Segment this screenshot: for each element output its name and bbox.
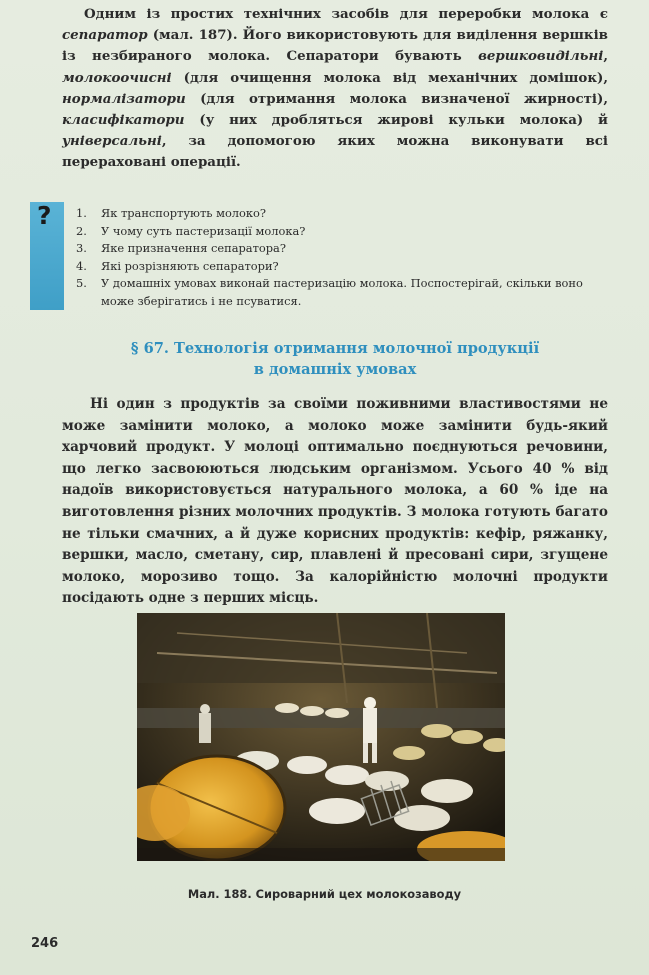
italic-term: класифікатори	[62, 112, 185, 129]
italic-term: сепаратор	[62, 27, 148, 44]
intro-text-segment: , за допомогою яких можна виконувати всі перераховані операції.	[62, 133, 608, 171]
question-mark-glyph: ?	[37, 201, 52, 230]
question-number: 4.	[76, 258, 87, 273]
intro-text-segment: Одним із простих технічних засобів для переробки молока є	[84, 6, 608, 22]
italic-term: універсальні	[62, 133, 162, 150]
italic-term: молокоочисні	[62, 69, 172, 86]
intro-text-segment: ,	[603, 48, 608, 65]
question-number: 3.	[76, 241, 87, 255]
page-number: 246	[31, 936, 59, 951]
question-item	[76, 223, 611, 241]
intro-paragraph	[62, 4, 608, 174]
section-title	[62, 338, 608, 380]
question-text: У домашніх умовах виконай пастеризацію молока. Поспостерігай, скільки воно може зберігатись і не псуватися.	[101, 276, 583, 308]
intro-text-segment: (для очищення молока від механічних домішок),	[171, 69, 608, 86]
question-number: 1.	[76, 206, 87, 220]
question-mark-icon	[30, 202, 64, 310]
cheese-factory-illustration	[137, 613, 505, 861]
body-paragraph: Ні один з продуктів за своїми поживними властивостями не може замінити молоко, а молоко може замінити будь-який харчовий продукт. У молоці оптимально поєднуються речовини, що легко засвоюються людським організмом. Усього 40 % від надоїв використовується натурального молока, а 60 % іде на виготовлення різних молочних продуктів. З молока готують багато не тільки смачних, а й дуже корисних продуктів: кефір, ряжанку, вершки, масло, сметану, сир, плавлені й пресовані сири, згущене молоко, морозиво тощо. За калорійністю молочні продукти посідають одне з перших місць.	[62, 396, 608, 607]
question-item	[76, 275, 611, 310]
question-number: 5.	[76, 276, 87, 290]
figure-caption: Мал. 188. Сироварний цех молокозаводу	[187, 887, 462, 901]
intro-text-segment: (у них дробляться жирові кульки молока) й	[184, 112, 608, 129]
section-title-line-2: в домашніх умовах	[253, 361, 417, 378]
intro-text-segment: (для отримання молока визначеної жирності),	[185, 90, 608, 107]
question-item	[76, 240, 611, 258]
italic-term: вершковидільні	[478, 48, 604, 65]
review-questions-list	[76, 205, 611, 310]
intro-text-segment: (мал. 187). Його використовують для виділення вершків із незбираного молока. Сепаратори бувають	[62, 27, 608, 65]
question-text: Яке призначення сепаратора?	[101, 241, 286, 255]
question-text: Як транспортують молоко?	[101, 206, 266, 220]
question-item	[76, 205, 611, 223]
question-item	[76, 258, 611, 276]
italic-term: нормалізатори	[62, 90, 186, 107]
question-number: 2.	[76, 223, 87, 238]
cheese-factory-photo	[137, 613, 505, 861]
question-text: У чому суть пастеризації молока?	[101, 223, 306, 238]
question-text: Які розрізняють сепаратори?	[101, 258, 279, 273]
section-title-line-1: § 67. Технологія отримання молочної продукції	[130, 340, 540, 357]
